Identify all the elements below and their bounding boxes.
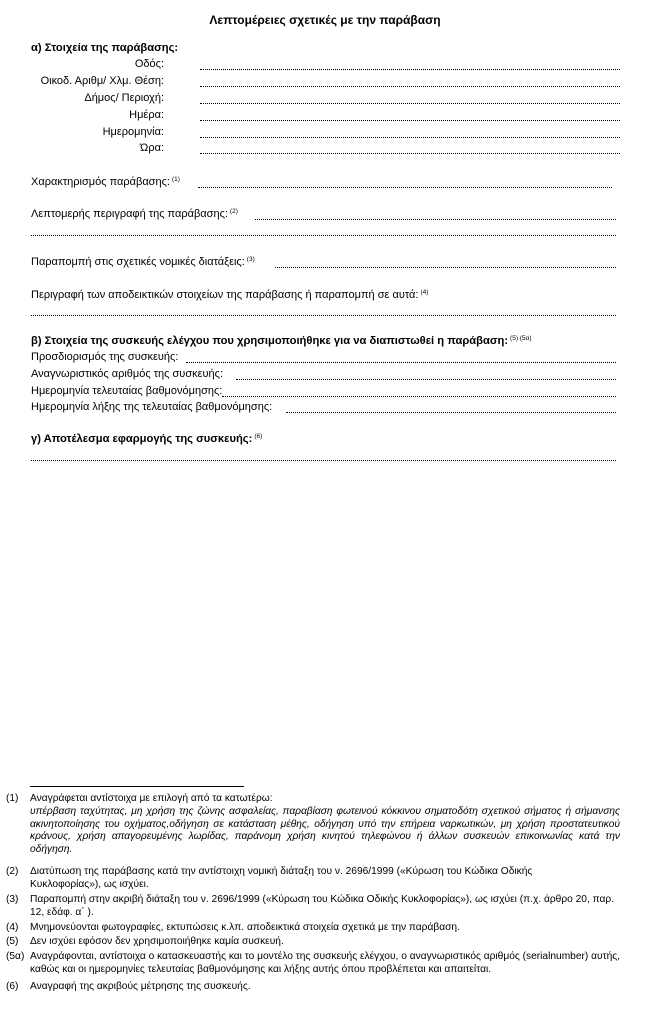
legal-ref-line[interactable] bbox=[275, 267, 616, 268]
field-line-day[interactable] bbox=[200, 120, 620, 121]
device-id-line[interactable] bbox=[186, 362, 616, 363]
evidence-line[interactable] bbox=[31, 315, 616, 316]
field-line-time[interactable] bbox=[200, 153, 620, 154]
calibration-expiry-label: Ημερομηνία λήξης της τελευταίας βαθμονόμησης: bbox=[31, 401, 273, 413]
field-line-street[interactable] bbox=[200, 69, 620, 70]
field-line-municipality[interactable] bbox=[200, 103, 620, 104]
field-label-date: Ημερομηνία: bbox=[102, 126, 164, 138]
field-label-day: Ημέρα: bbox=[129, 109, 164, 121]
characterization-line[interactable] bbox=[198, 187, 612, 188]
description-line-1[interactable] bbox=[255, 219, 616, 220]
evidence-label: Περιγραφή των αποδεικτικών στοιχείων της παράβασης ή παραπομπή σε αυτά: $^{(4)}$ bbox=[31, 289, 429, 301]
field-line-number[interactable] bbox=[200, 86, 620, 87]
device-serial-line[interactable] bbox=[236, 379, 616, 380]
footnote-separator bbox=[30, 786, 244, 787]
field-line-date[interactable] bbox=[200, 137, 620, 138]
description-line-2[interactable] bbox=[31, 235, 616, 236]
footnote-1-list: υπέρβαση ταχύτητας, μη χρήση της ζώνης ασφαλείας, παραβίαση φωτεινού κόκκινου σηματοδότη σχετικού σήματος ή σήμανσης ακινητοποίησης του οχήματος,οδήγηση σε κατάσταση μέθης, οδήγηση υπό την επήρεια ναρκωτικών, μη χρήση προστατευτικού κράνους, χρήση απαγορευμένης λωρίδας, παράνομη χρήση κινητού τηλεφώνου ή άλλων συσκευών επικοινωνίας κατά την οδήγηση. bbox=[30, 806, 620, 855]
section-c-heading: γ) Αποτέλεσμα εφαρμογής της συσκευής: $^{(6)}$ bbox=[31, 433, 263, 445]
calibration-date-line[interactable] bbox=[222, 396, 616, 397]
field-label-number: Οικοδ. Αριθμ/ Χλμ. Θέση: bbox=[40, 75, 164, 87]
footnote-1-intro: Αναγράφεται αντίστοιχα με επιλογή από τα κατωτέρω: bbox=[30, 793, 273, 804]
calibration-date-label: Ημερομηνία τελευταίας βαθμονόμησης: bbox=[31, 385, 223, 397]
result-line[interactable] bbox=[31, 460, 616, 461]
device-id-label: Προσδιορισμός της συσκευής: bbox=[31, 351, 179, 363]
field-label-street: Οδός: bbox=[134, 58, 164, 70]
device-serial-label: Αναγνωριστικός αριθμός της συσκευής: bbox=[31, 368, 224, 380]
page-title: Λεπτομέρειες σχετικές με την παράβαση bbox=[209, 13, 441, 27]
section-a-heading: α) Στοιχεία της παράβασης: bbox=[31, 42, 179, 54]
field-label-municipality: Δήμος/ Περιοχή: bbox=[84, 92, 164, 104]
calibration-expiry-line[interactable] bbox=[286, 412, 616, 413]
description-label: Λεπτομερής περιγραφή της παράβασης: $^{(2)}$ bbox=[31, 208, 238, 220]
field-label-time: Ώρα: bbox=[140, 142, 164, 154]
legal-ref-label: Παραπομπή στις σχετικές νομικές διατάξεις: $^{(3)}$ bbox=[31, 256, 255, 268]
section-b-heading: β) Στοιχεία της συσκευής ελέγχου που χρησιμοποιήθηκε για να διαπιστωθεί η παράβαση: $^{(5) (5\alpha)}$ bbox=[31, 335, 532, 347]
characterization-label: Χαρακτηρισμός παράβασης: $^{(1)}$ bbox=[31, 176, 180, 188]
